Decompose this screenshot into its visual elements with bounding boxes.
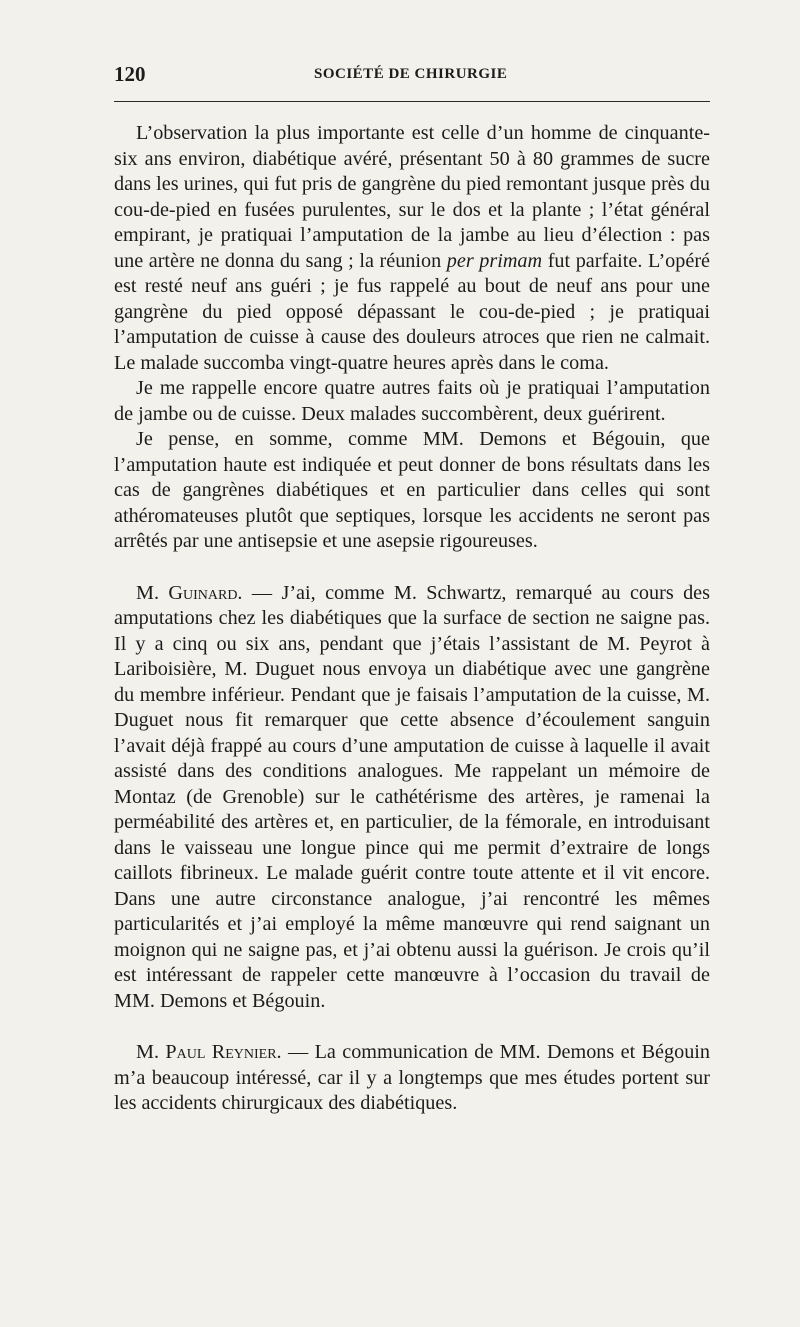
paragraph-other-cases: Je me rappelle encore quatre autres faits où je pratiquai l’amputation de jambe ou de cuisse. Deux malades succombèrent, deux guérirent. bbox=[114, 377, 710, 425]
speaker-name: Guinard. bbox=[168, 581, 243, 604]
paragraph-reynier bbox=[114, 1040, 710, 1117]
page-header bbox=[114, 62, 710, 92]
latin-phrase: per primam bbox=[446, 249, 543, 272]
paragraph-text: — J’ai, comme M. Schwartz, remarqué au cours des amputations chez les diabétiques que la surface de section ne saigne pas. Il y a cinq ou six ans, pendant que j’étais l’assistant de M. Peyrot à Lariboisière, M. Duguet nous envoya un diabétique avec une gangrène du membre inférieur. Pendant que je faisais l’amputation de la cuisse, M. Duguet nous fit remarquer que cette absence d’écoulement sanguin l’avait déjà frappé au cours d’une amputation de cuisse à laquelle il avait assisté dans des conditions analogues. Me rappelant un mémoire de Montaz (de Grenoble) sur le cathétérisme des artères, je ramenai la perméabilité des artères et, en particulier, de la fémorale, en introduisant dans le vaisseau une longue pince qui me permit d’extraire de longs caillots fibrineux. Le malade guérit contre toute attente et il vit encore. Dans une autre circonstance analogue, j’ai rencontré les mêmes particularités et j’ai employé la même manœuvre qui rend saignant un moignon qui ne saigne pas, et j’ai obtenu aussi la guérison. Je crois qu’il est intéressant de rappeler cette manœuvre à l’occasion du travail de MM. Demons et Bégouin. bbox=[114, 581, 710, 1012]
paragraph-text: fut parfaite. L’opéré est resté neuf ans guéri ; je fus rappelé au bout de neuf ans pour une gangrène du pied opposé dépassant le cou-de-pied ; je pratiquai l’amputation de cuisse à cause des douleurs atroces que rien ne calmait. Le malade succomba vingt-quatre heures après dans le coma. bbox=[114, 249, 711, 374]
paragraph-conclusion: Je pense, en somme, comme MM. Demons et Bégouin, que l’amputation haute est indiquée et peut donner de bons résultats dans les cas de gangrènes diabétiques et en particulier dans celles qui sont athéromateuses plutôt que septiques, lorsque les accidents ne seront pas arrêtés par une antisepsie et une asepsie rigoureuses. bbox=[114, 428, 710, 552]
paragraph-amputation-case bbox=[114, 121, 710, 376]
running-head: SOCIÉTÉ DE CHIRURGIE bbox=[314, 66, 508, 82]
body-text bbox=[114, 121, 710, 1117]
header-rule bbox=[114, 101, 710, 102]
paragraph-text: L’observation la plus importante est celle d’un homme de cinquante-six ans environ, diabétique avéré, présentant 50 à 80 grammes de sucre dans les urines, qui fut pris de gangrène du pied remontant jusque près du cou-de-pied en fusées purulentes, sur le dos et la plante ; l’état général empirant, je pratiquai l’amputation de la jambe au lieu d’élection : pas une artère ne donna du sang ; la réunion bbox=[114, 122, 710, 272]
paragraph-text: — La communication de MM. Demons et Bégouin m’a beaucoup intéressé, car il y a longtemps que mes études portent sur les accidents chirurgicaux des diabétiques. bbox=[114, 1041, 711, 1114]
speaker-title: M. bbox=[136, 1041, 159, 1063]
speaker-title: M. bbox=[136, 581, 159, 604]
paragraph-guinard bbox=[114, 581, 710, 1015]
page-number: 120 bbox=[114, 62, 146, 86]
speaker-name: Paul Reynier. bbox=[165, 1041, 282, 1063]
